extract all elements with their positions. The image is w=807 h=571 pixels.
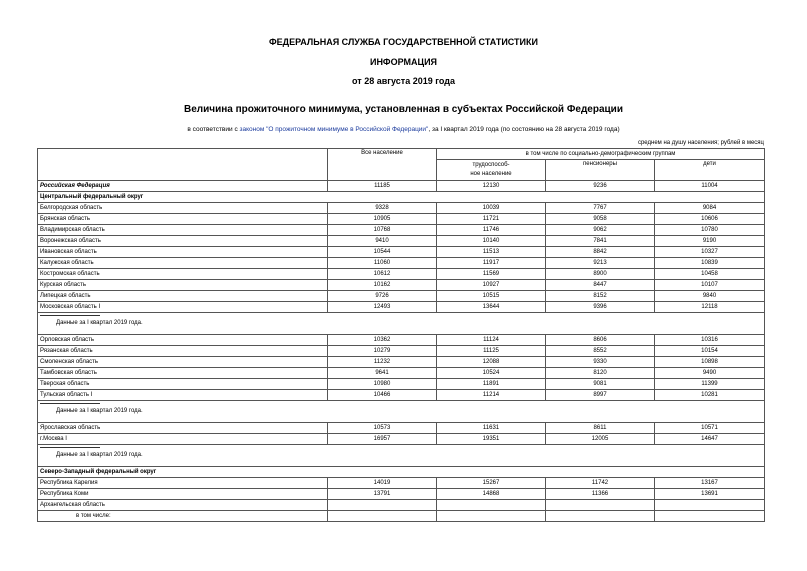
value-pensioners: 7841 (546, 236, 655, 247)
empty-cell (328, 511, 437, 522)
value-pensioners: 9396 (546, 302, 655, 313)
value-working: 13644 (437, 302, 546, 313)
units-note: среднем на душу населения; рублей в месяц (637, 140, 764, 146)
section-title: Центральный федеральный округ (38, 192, 765, 203)
value-all: 10768 (328, 225, 437, 236)
col-header-work-1: трудоспособ- (472, 162, 510, 168)
empty-cell (437, 500, 546, 511)
value-working: 11125 (437, 346, 546, 357)
value-all: 9410 (328, 236, 437, 247)
value-working: 10927 (437, 280, 546, 291)
value-all: 10573 (328, 423, 437, 434)
footnote-text: Данные за I квартал 2019 года. (56, 320, 143, 326)
value-pensioners: 8552 (546, 346, 655, 357)
value-working: 12088 (437, 357, 546, 368)
col-header-kids: дети (655, 160, 765, 181)
intro-before: в соответствии с (187, 126, 238, 133)
value-working: 11891 (437, 379, 546, 390)
section-title: Северо-Западный федеральный округ (38, 467, 765, 478)
table-row (38, 379, 765, 390)
value-pensioners: 8842 (546, 247, 655, 258)
value-all: 10612 (328, 269, 437, 280)
subsistence-table (37, 148, 765, 522)
value-children: 9490 (655, 368, 765, 379)
value-pensioners: 9058 (546, 214, 655, 225)
value-pensioners: 11742 (546, 478, 655, 489)
value-working: 10140 (437, 236, 546, 247)
table-row (38, 280, 765, 291)
footnote (38, 445, 765, 467)
value-working: 11917 (437, 258, 546, 269)
region-name: Тульская область I (38, 390, 328, 401)
region-name: Тверская область (38, 379, 328, 390)
region-name: г.Москва I (38, 434, 328, 445)
region-name: Владимирская область (38, 225, 328, 236)
region-name: Рязанская область (38, 346, 328, 357)
value-all: 13791 (328, 489, 437, 500)
region-name: Ивановская область (38, 247, 328, 258)
value-children: 10606 (655, 214, 765, 225)
table-row (38, 181, 765, 192)
value-working: 11631 (437, 423, 546, 434)
footnote-line (40, 447, 100, 448)
value-children: 9190 (655, 236, 765, 247)
table-row (38, 511, 765, 522)
footnote (38, 313, 765, 335)
col-header-work-2: ное население (470, 171, 512, 177)
region-name: Белгородская область (38, 203, 328, 214)
region-name: Воронежская область (38, 236, 328, 247)
section-row (38, 467, 765, 478)
region-name: Орловская область (38, 335, 328, 346)
value-pensioners: 9062 (546, 225, 655, 236)
value-working: 19351 (437, 434, 546, 445)
region-name: Липецкая область (38, 291, 328, 302)
region-name: Смоленская область (38, 357, 328, 368)
table-row (38, 203, 765, 214)
value-pensioners: 8606 (546, 335, 655, 346)
value-children: 10780 (655, 225, 765, 236)
value-working: 11513 (437, 247, 546, 258)
region-name: Тамбовская область (38, 368, 328, 379)
empty-cell (546, 500, 655, 511)
law-link[interactable]: законом "О прожиточном минимуме в Российской Федерации" (239, 126, 429, 133)
table-row (38, 500, 765, 511)
value-children: 10571 (655, 423, 765, 434)
table-row (38, 335, 765, 346)
intro-text (0, 126, 807, 133)
value-pensioners: 8611 (546, 423, 655, 434)
footnote-line (40, 315, 100, 316)
value-children: 10281 (655, 390, 765, 401)
region-name: Республика Карелия (38, 478, 328, 489)
value-pensioners: 9081 (546, 379, 655, 390)
region-name: Ярославская область (38, 423, 328, 434)
doc-date: от 28 августа 2019 года (352, 76, 455, 86)
col-header-pens: пенсионеры (546, 160, 655, 181)
value-pensioners: 7767 (546, 203, 655, 214)
region-name: в том числе: (38, 511, 328, 522)
value-pensioners: 9213 (546, 258, 655, 269)
value-children: 9084 (655, 203, 765, 214)
value-all: 11185 (328, 181, 437, 192)
value-pensioners: 8120 (546, 368, 655, 379)
value-children: 11399 (655, 379, 765, 390)
value-pensioners: 8997 (546, 390, 655, 401)
value-all: 12493 (328, 302, 437, 313)
header-empty (38, 149, 328, 181)
footnote-text: Данные за I квартал 2019 года. (56, 452, 143, 458)
value-children: 11004 (655, 181, 765, 192)
value-all: 14019 (328, 478, 437, 489)
value-children: 9840 (655, 291, 765, 302)
footnote-row (38, 313, 765, 335)
value-children: 10898 (655, 357, 765, 368)
value-pensioners: 11366 (546, 489, 655, 500)
table-row (38, 357, 765, 368)
empty-cell (655, 511, 765, 522)
col-header-all: Все население (328, 149, 437, 181)
value-all: 10279 (328, 346, 437, 357)
value-all: 9328 (328, 203, 437, 214)
col-header-work (437, 160, 546, 181)
region-name: Архангельская область (38, 500, 328, 511)
value-working: 11569 (437, 269, 546, 280)
value-pensioners: 8900 (546, 269, 655, 280)
value-children: 10154 (655, 346, 765, 357)
header-row-1 (38, 149, 765, 160)
table-row (38, 434, 765, 445)
table-row (38, 258, 765, 269)
intro-after: , за I квартал 2019 года (по состоянию на 28 августа 2019 года) (428, 126, 620, 133)
region-name: Калужская область (38, 258, 328, 269)
value-children: 10107 (655, 280, 765, 291)
value-all: 10544 (328, 247, 437, 258)
footnote-row (38, 401, 765, 423)
value-children: 13691 (655, 489, 765, 500)
table-row (38, 423, 765, 434)
table-row (38, 489, 765, 500)
value-children: 13167 (655, 478, 765, 489)
value-all: 10362 (328, 335, 437, 346)
doc-type: ИНФОРМАЦИЯ (369, 57, 438, 67)
section-row (38, 192, 765, 203)
table-row (38, 269, 765, 280)
value-working: 14868 (437, 489, 546, 500)
region-name: Костромская область (38, 269, 328, 280)
value-all: 11232 (328, 357, 437, 368)
value-children: 10458 (655, 269, 765, 280)
region-name: Российская Федерация (38, 181, 328, 192)
value-working: 11721 (437, 214, 546, 225)
value-all: 10466 (328, 390, 437, 401)
region-name: Московская область I (38, 302, 328, 313)
table-row (38, 368, 765, 379)
empty-cell (437, 511, 546, 522)
value-pensioners: 8152 (546, 291, 655, 302)
table-row (38, 214, 765, 225)
footnote-text: Данные за I квартал 2019 года. (56, 408, 143, 414)
value-children: 12118 (655, 302, 765, 313)
value-working: 15267 (437, 478, 546, 489)
value-pensioners: 8447 (546, 280, 655, 291)
value-all: 10905 (328, 214, 437, 225)
value-working: 10039 (437, 203, 546, 214)
footnote-line (40, 403, 100, 404)
table-row (38, 390, 765, 401)
value-all: 10162 (328, 280, 437, 291)
empty-cell (546, 511, 655, 522)
doc-title: Величина прожиточного минимума, установленная в субъектах Российской Федерации (184, 104, 623, 115)
region-name: Брянская область (38, 214, 328, 225)
value-children: 10839 (655, 258, 765, 269)
value-children: 14647 (655, 434, 765, 445)
value-all: 9641 (328, 368, 437, 379)
org-name: ФЕДЕРАЛЬНАЯ СЛУЖБА ГОСУДАРСТВЕННОЙ СТАТИСТИКИ (269, 37, 538, 47)
table-row (38, 236, 765, 247)
table-row (38, 225, 765, 236)
value-working: 11214 (437, 390, 546, 401)
footnote (38, 401, 765, 423)
value-working: 11124 (437, 335, 546, 346)
table-row (38, 247, 765, 258)
table-row (38, 291, 765, 302)
value-pensioners: 12005 (546, 434, 655, 445)
value-children: 10316 (655, 335, 765, 346)
table-row (38, 478, 765, 489)
value-working: 12130 (437, 181, 546, 192)
value-working: 10524 (437, 368, 546, 379)
value-all: 9726 (328, 291, 437, 302)
value-pensioners: 9236 (546, 181, 655, 192)
col-header-group: в том числе по социально-демографическим группам (437, 149, 765, 160)
footnote-row (38, 445, 765, 467)
value-working: 11746 (437, 225, 546, 236)
value-all: 10980 (328, 379, 437, 390)
empty-cell (328, 500, 437, 511)
value-pensioners: 9330 (546, 357, 655, 368)
value-all: 11060 (328, 258, 437, 269)
value-all: 16957 (328, 434, 437, 445)
value-children: 10327 (655, 247, 765, 258)
region-name: Курская область (38, 280, 328, 291)
empty-cell (655, 500, 765, 511)
table-row (38, 302, 765, 313)
region-name: Республика Коми (38, 489, 328, 500)
value-working: 10515 (437, 291, 546, 302)
table-row (38, 346, 765, 357)
